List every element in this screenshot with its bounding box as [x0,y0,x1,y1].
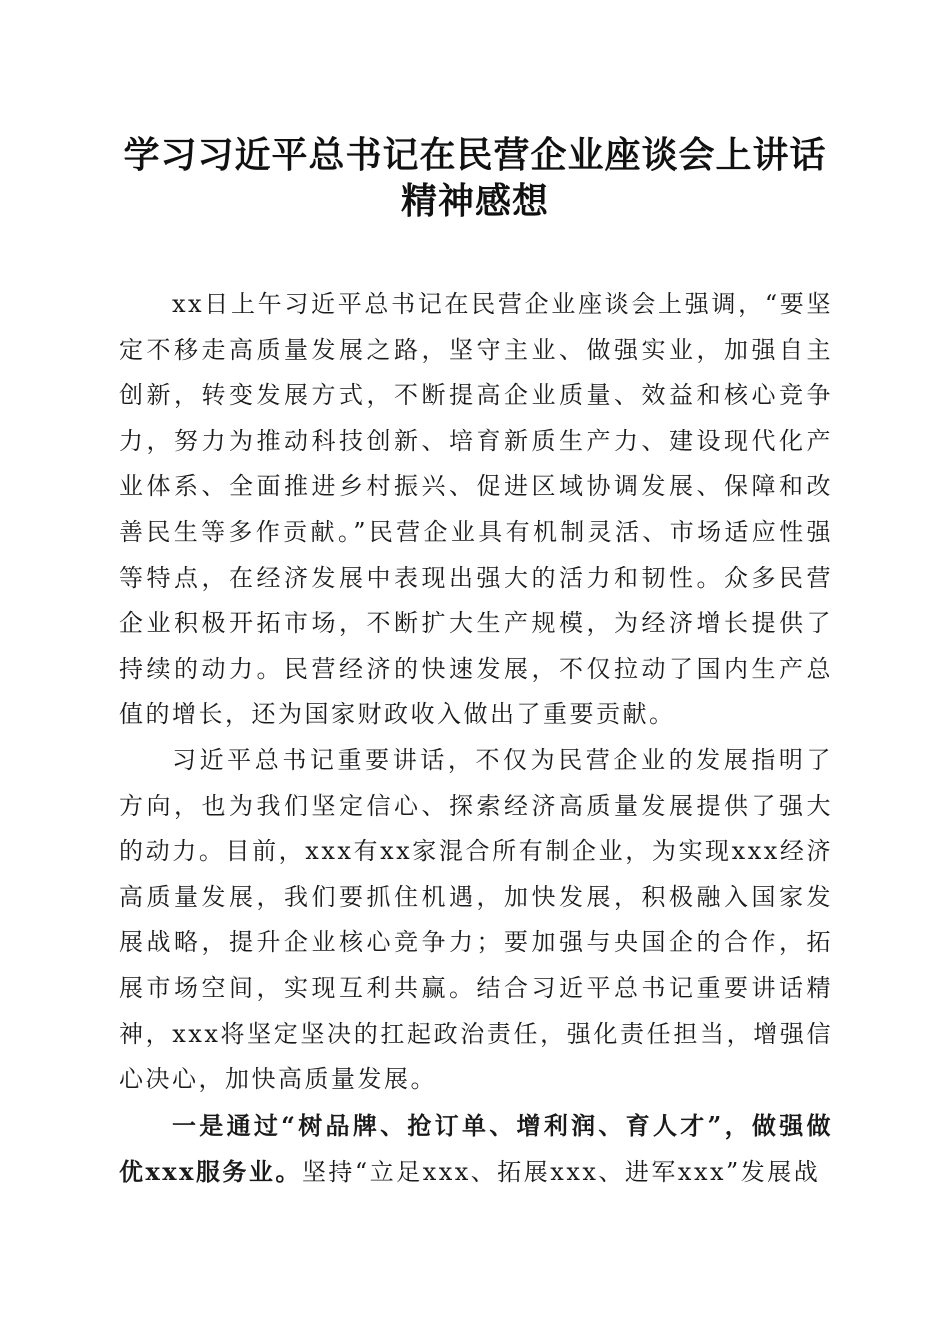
paragraph-1: xx日上午习近平总书记在民营企业座谈会上强调，“要坚定不移走高质量发展之路，坚守主业、做强实业，加强自主创新，转变发展方式，不断提高企业质量、效益和核心竞争力，努力为推动科技创新、培育新质生产力、建设现代化产业体系、全面推进乡村振兴、促进区域协调发展、保障和改善民生等多作贡献。”民营企业具有机制灵活、市场适应性强等特点，在经济发展中表现出强大的活力和韧性。众多民营企业积极开拓市场，不断扩大生产规模，为经济增长提供了持续的动力。民营经济的快速发展，不仅拉动了国内生产总值的增长，还为国家财政收入做出了重要贡献。 [119,290,833,729]
paragraph-3-lead: 一是通过“树品牌、抢订单、增利润、育人才”，做强做优xxx服务业。 [119,1110,833,1187]
paragraph-3-rest: 坚持“立足xxx、拓展xxx、进军xxx”发展战 [301,1158,821,1187]
document-body [119,282,833,1196]
paragraph-2: 习近平总书记重要讲话，不仅为民营企业的发展指明了方向，也为我们坚定信心、探索经济高质量发展提供了强大的动力。目前，xxx有xx家混合所有制企业，为实现xxx经济高质量发展，我们要抓住机遇，加快发展，积极融入国家发展战略，提升企业核心竞争力；要加强与央国企的合作，拓展市场空间，实现互利共赢。结合习近平总书记重要讲话精神，xxx将坚定坚决的扛起政治责任，强化责任担当，增强信心决心，加快高质量发展。 [119,745,833,1094]
document-title: 学习习近平总书记在民营企业座谈会上讲话精神感想 [123,134,827,222]
paragraph-3 [119,1103,833,1196]
